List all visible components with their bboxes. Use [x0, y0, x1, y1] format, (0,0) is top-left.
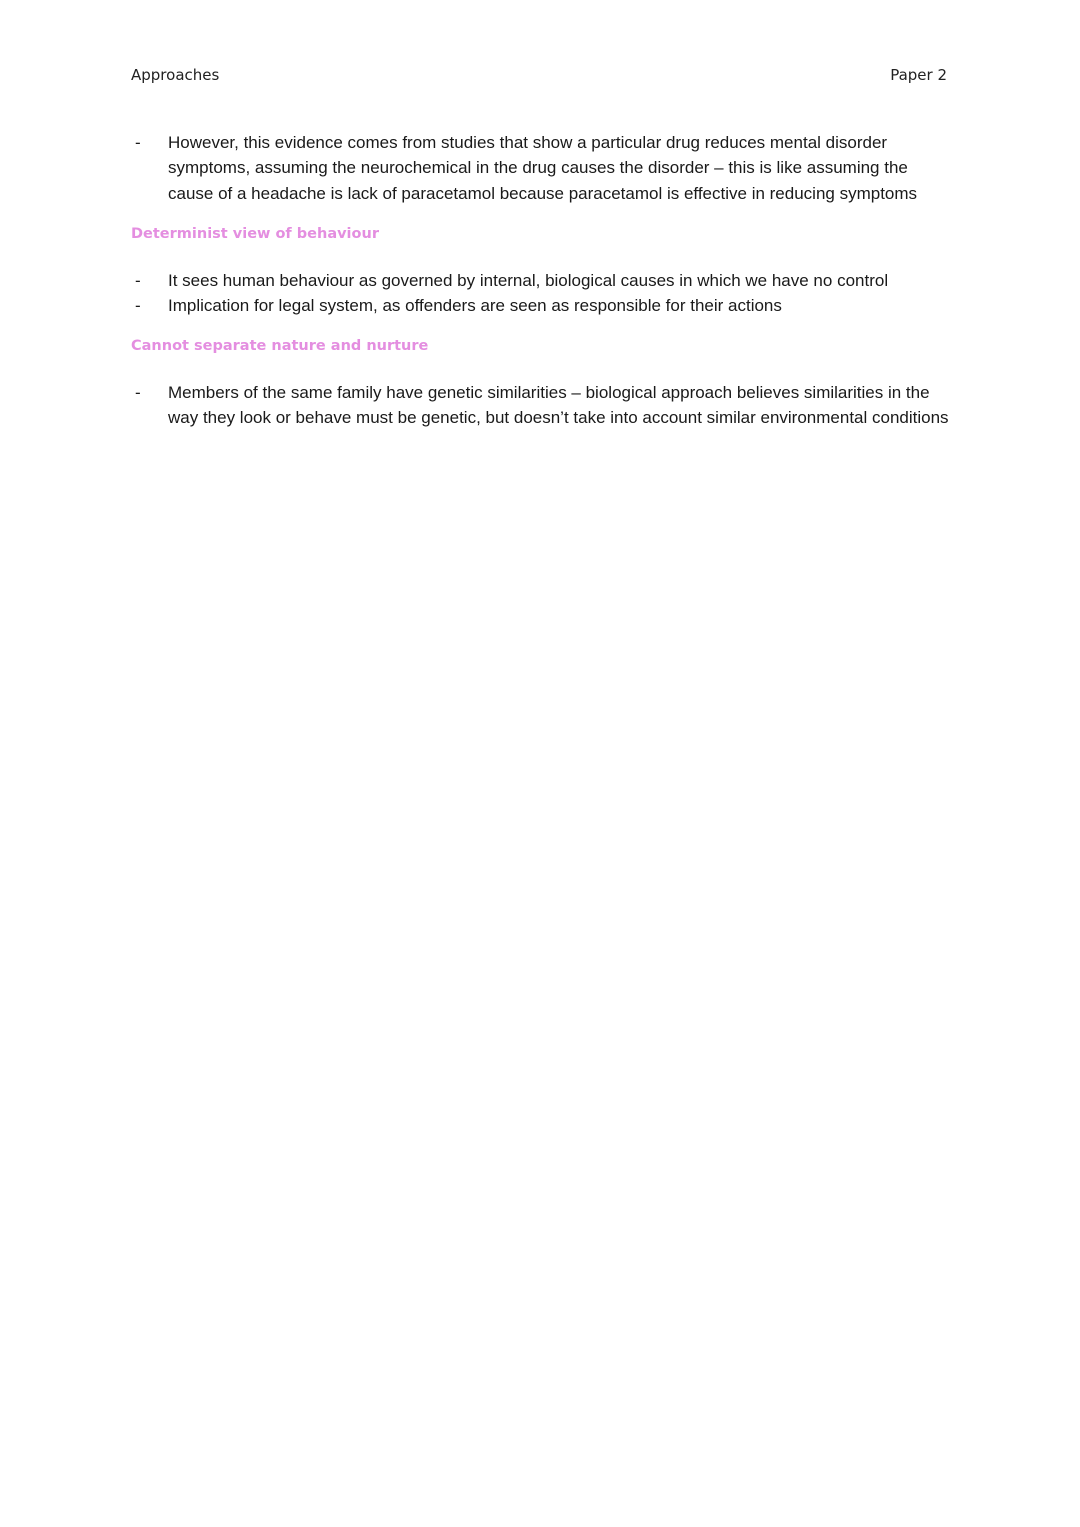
section-heading: Cannot separate nature and nurture	[131, 338, 429, 354]
section-nature-nurture	[131, 338, 951, 354]
list-item-text: It sees human behaviour as governed by internal, biological causes in which we have no control	[168, 271, 889, 290]
bullet-list	[131, 130, 951, 206]
header-topic: Approaches	[131, 66, 220, 84]
bullet-list	[131, 380, 951, 431]
list-item	[131, 268, 951, 293]
list-item	[131, 293, 951, 318]
list-item	[131, 380, 951, 431]
bullet-dash: -	[135, 133, 141, 152]
list-item	[131, 130, 951, 206]
section-continuation	[131, 130, 951, 206]
list-item-text: Implication for legal system, as offenders are seen as responsible for their actions	[168, 296, 782, 316]
bullet-dash: -	[135, 271, 141, 290]
bullet-dash: -	[135, 383, 141, 402]
list-item-text: However, this evidence comes from studies that show a particular drug reduces mental disorder symptoms, assuming the neurochemical in the drug causes the disorder – this is like assuming the cause of a headache is lack of paracetamol because paracetamol is effective in reducing symptoms	[168, 133, 918, 203]
section-heading: Determinist view of behaviour	[131, 226, 379, 242]
bullet-dash: -	[135, 296, 141, 316]
section-nature-nurture-list	[131, 380, 951, 431]
list-item-text: Members of the same family have genetic similarities – biological approach believes similarities in the way they look or behave must be genetic, but doesn’t take into account similar environmental conditions	[168, 383, 949, 428]
bullet-list	[131, 268, 951, 319]
section-determinist-list	[131, 268, 951, 319]
header-paper: Paper 2	[890, 66, 947, 84]
section-determinist	[131, 226, 951, 242]
